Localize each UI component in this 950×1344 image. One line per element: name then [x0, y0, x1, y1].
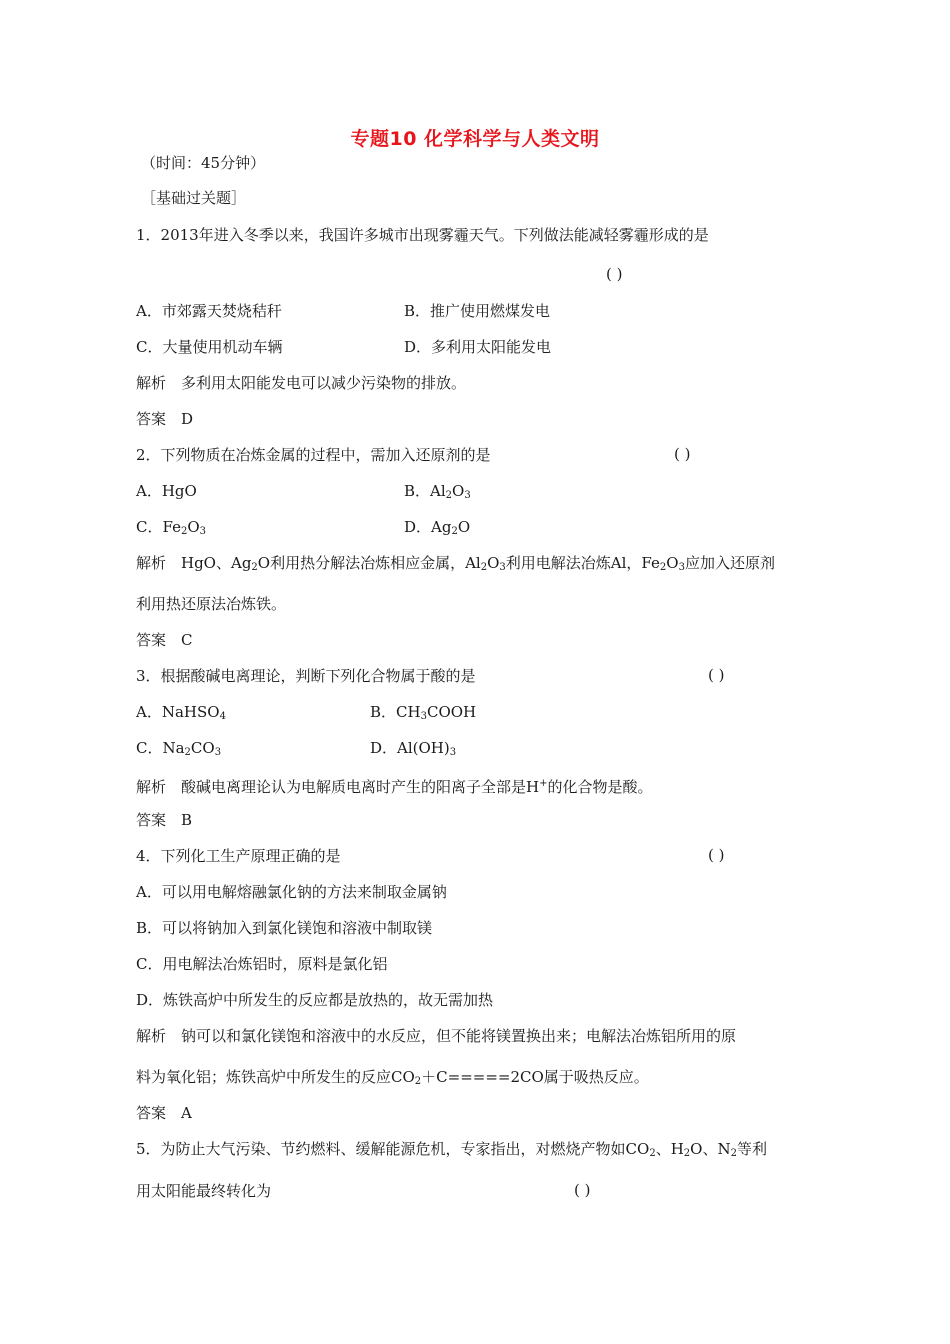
- q4-analysis-line-1: 解析 钠可以和氯化镁饱和溶液中的水反应，但不能将镁置换出来；电解法冶炼铝所用的原: [136, 1027, 737, 1045]
- q1-option-b: B．推广使用燃煤发电: [404, 302, 551, 320]
- question-1-stem: 1．2013年进入冬季以来，我国许多城市出现雾霾天气。下列做法能减轻雾霾形成的是: [136, 226, 709, 244]
- q2-answer: 答案 C: [136, 631, 193, 649]
- question-2-stem: 2．下列物质在冶炼金属的过程中，需加入还原剂的是: [136, 446, 491, 464]
- question-5-stem-line-2: 用太阳能最终转化为: [136, 1182, 272, 1200]
- q1-answer: 答案 D: [136, 410, 194, 428]
- q3-analysis: 解析 酸碱电离理论认为电解质电离时产生的阳离子全部是H+的化合物是酸。: [136, 778, 653, 796]
- q2-option-d: D．$Ag_2O$: [404, 518, 471, 537]
- q3-option-a: A．NaHSO$_4$: [136, 703, 226, 722]
- question-5-stem-line-1: 5．为防止大气污染、节约燃料、缓解能源危机，专家指出，对燃烧产物如$CO_2$、$H_2O$、$N_2$等利: [136, 1140, 767, 1159]
- q3-option-d: D．$Al(OH)_3$: [370, 739, 457, 758]
- q1-option-c: C．大量使用机动车辆: [136, 338, 283, 356]
- question-4-stem: 4．下列化工生产原理正确的是: [136, 847, 341, 865]
- question-3-answer-blank: ( ): [708, 666, 725, 684]
- q3-option-b: B．$CH_3COOH$: [370, 703, 477, 722]
- question-1-answer-blank: ( ): [606, 265, 623, 283]
- q2-analysis-line-2: 利用热还原法冶炼铁。: [136, 595, 287, 613]
- q1-analysis: 解析 多利用太阳能发电可以减少污染物的排放。: [136, 374, 467, 392]
- question-2-answer-blank: ( ): [674, 445, 691, 463]
- time-limit: （时间：45分钟）: [141, 154, 266, 172]
- q3-answer: 答案 B: [136, 811, 193, 829]
- q4-option-c: C．用电解法冶炼铝时，原料是氯化铝: [136, 955, 388, 973]
- page-title: 专题10 化学科学与人类文明: [350, 128, 600, 150]
- q4-answer: 答案 A: [136, 1104, 192, 1122]
- q4-analysis-line-2: 料为氧化铝；炼铁高炉中所发生的反应$CO_2+C=====2CO$属于吸热反应。: [136, 1068, 649, 1087]
- q4-option-a: A．可以用电解熔融氯化钠的方法来制取金属钠: [136, 883, 447, 901]
- q4-option-d: D．炼铁高炉中所发生的反应都是放热的，故无需加热: [136, 991, 494, 1009]
- q1-option-d: D．多利用太阳能发电: [404, 338, 552, 356]
- question-4-answer-blank: ( ): [708, 846, 725, 864]
- q2-option-c: C．$Fe_2O_3$: [136, 518, 207, 537]
- q2-analysis-line-1: 解析 HgO、$Ag_2O$利用热分解法冶炼相应金属，$Al_2O_3$利用电解法冶炼Al，$Fe_2O_3$应加入还原剂: [136, 554, 775, 573]
- q4-option-b: B．可以将钠加入到氯化镁饱和溶液中制取镁: [136, 919, 433, 937]
- q2-option-a: A．HgO: [136, 482, 197, 500]
- question-3-stem: 3．根据酸碱电离理论，判断下列化合物属于酸的是: [136, 667, 476, 685]
- q2-option-b: B．$Al_2O_3$: [404, 482, 471, 501]
- section-heading: ［基础过关题］: [141, 189, 247, 207]
- q1-option-a: A．市郊露天焚烧秸秆: [136, 302, 282, 320]
- q3-option-c: C．$Na_2CO_3$: [136, 739, 222, 758]
- question-5-answer-blank: ( ): [574, 1181, 591, 1199]
